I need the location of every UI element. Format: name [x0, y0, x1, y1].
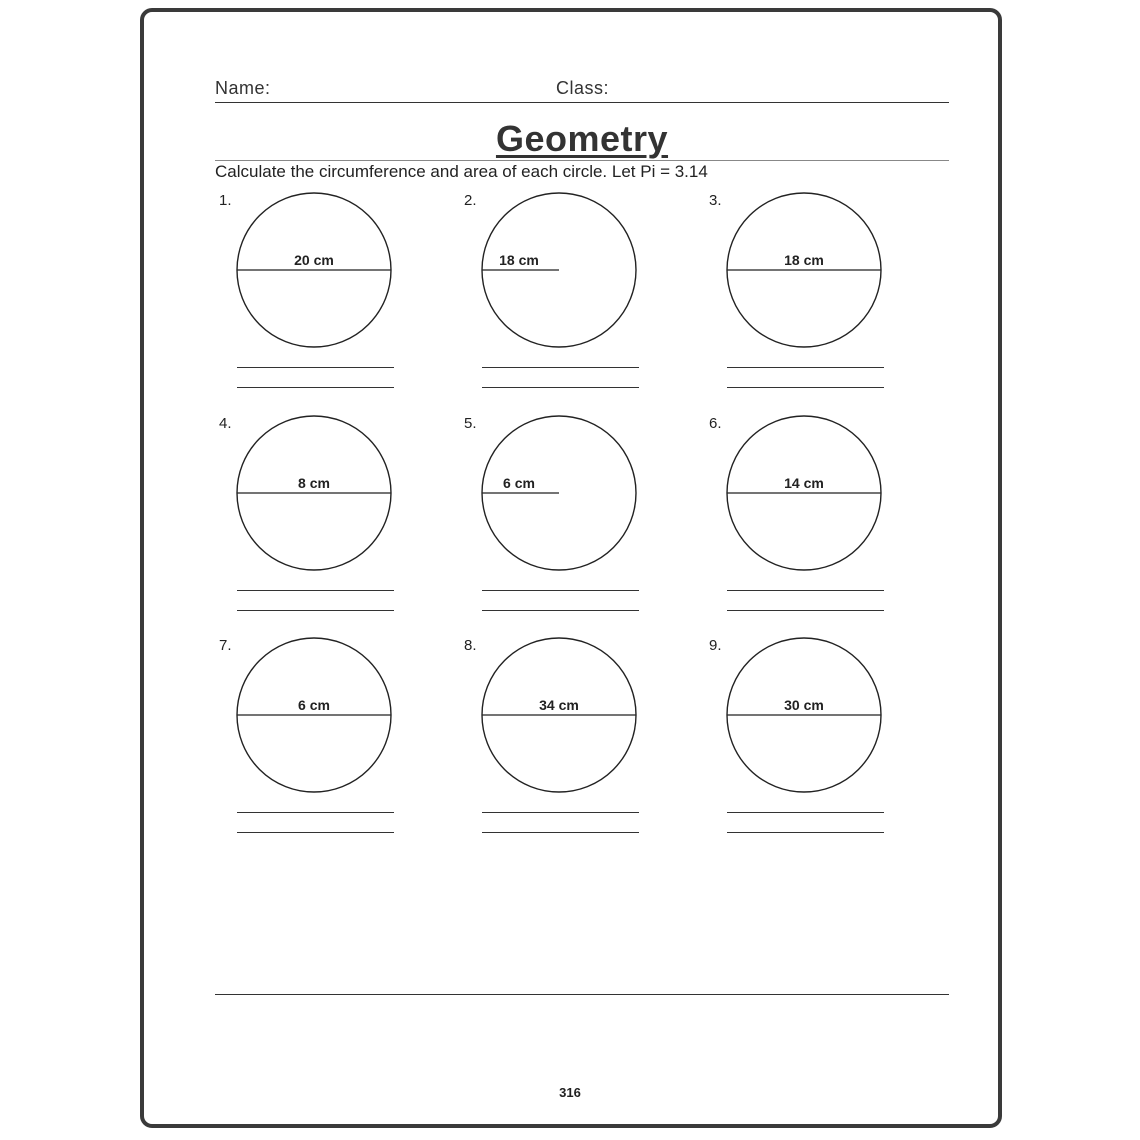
area-answer-line[interactable]	[482, 832, 639, 833]
circumference-answer-line[interactable]	[482, 367, 639, 368]
problem-number: 8.	[464, 637, 477, 654]
problem-item	[461, 637, 706, 859]
circle-figure	[236, 192, 396, 352]
problem-number: 2.	[464, 192, 477, 209]
measure-label: 8 cm	[298, 475, 330, 491]
problem-number: 7.	[219, 637, 232, 654]
problem-number: 5.	[464, 415, 477, 432]
circle-figure	[481, 192, 641, 352]
circle-figure	[726, 415, 886, 575]
circle-figure	[481, 637, 641, 797]
name-label: Name:	[215, 78, 271, 98]
page-title: Geometry	[495, 118, 669, 159]
circumference-answer-line[interactable]	[482, 812, 639, 813]
area-answer-line[interactable]	[727, 387, 884, 388]
circle-figure	[236, 415, 396, 575]
area-answer-line[interactable]	[237, 387, 394, 388]
circle-figure	[726, 637, 886, 797]
circumference-answer-line[interactable]	[727, 590, 884, 591]
problem-item	[706, 192, 951, 414]
problem-item	[216, 192, 461, 414]
problem-item	[461, 415, 706, 637]
circle-figure	[236, 637, 396, 797]
area-answer-line[interactable]	[237, 832, 394, 833]
circumference-answer-line[interactable]	[482, 590, 639, 591]
circumference-answer-line[interactable]	[727, 367, 884, 368]
problem-number: 6.	[709, 415, 722, 432]
measure-label: 6 cm	[503, 475, 535, 491]
title-rule	[215, 160, 949, 161]
measure-label: 34 cm	[539, 697, 579, 713]
circle-figure	[481, 415, 641, 575]
header-row	[215, 78, 949, 103]
footer-rule	[215, 994, 949, 995]
measure-label: 14 cm	[784, 475, 824, 491]
measure-label: 20 cm	[294, 252, 334, 268]
problem-item	[706, 415, 951, 637]
problem-item	[216, 637, 461, 859]
class-label: Class:	[556, 78, 610, 98]
measure-label: 30 cm	[784, 697, 824, 713]
circle-figure	[726, 192, 886, 352]
circumference-answer-line[interactable]	[727, 812, 884, 813]
measure-label: 18 cm	[784, 252, 824, 268]
area-answer-line[interactable]	[482, 610, 639, 611]
circumference-answer-line[interactable]	[237, 812, 394, 813]
area-answer-line[interactable]	[482, 387, 639, 388]
instructions: Calculate the circumference and area of each circle. Let Pi = 3.14	[215, 162, 708, 181]
problem-number: 3.	[709, 192, 722, 209]
circumference-answer-line[interactable]	[237, 590, 394, 591]
measure-label: 6 cm	[298, 697, 330, 713]
problem-number: 1.	[219, 192, 232, 209]
problem-number: 9.	[709, 637, 722, 654]
circumference-answer-line[interactable]	[237, 367, 394, 368]
measure-label: 18 cm	[499, 252, 539, 268]
problem-item	[461, 192, 706, 414]
page-number: 316	[559, 1085, 581, 1100]
problem-item	[706, 637, 951, 859]
area-answer-line[interactable]	[727, 832, 884, 833]
problem-number: 4.	[219, 415, 232, 432]
area-answer-line[interactable]	[237, 610, 394, 611]
problem-item	[216, 415, 461, 637]
area-answer-line[interactable]	[727, 610, 884, 611]
